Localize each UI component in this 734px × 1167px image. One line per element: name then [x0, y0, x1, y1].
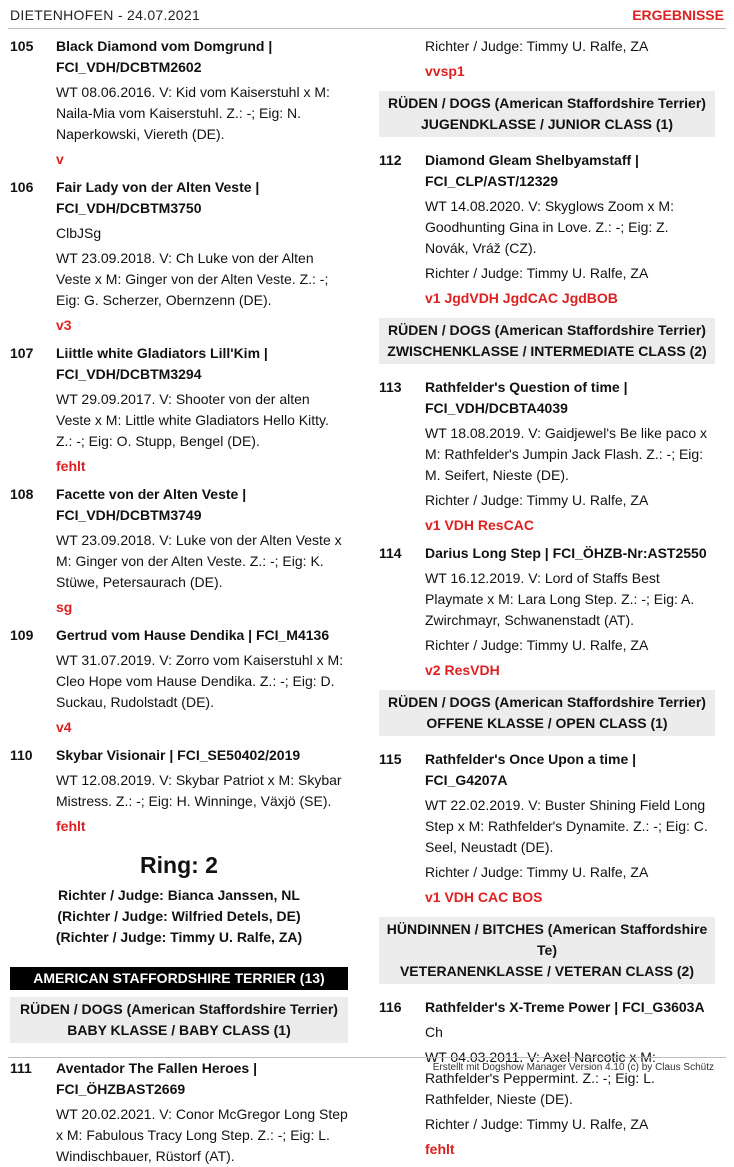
left-column	[10, 36, 348, 1167]
result: fehlt	[425, 1141, 455, 1157]
dog-info: WT 18.08.2019. V: Gaidjewel's Be like paco x M: Rathfelder's Jumpin Jack Flash. Z.: -; Eig: M. Seifert, Nieste (DE).	[425, 425, 708, 483]
dog-info: WT 22.02.2019. V: Buster Shining Field Long Step x M: Rathfelder's Dynamite. Z.: -; Eig: C. Seel, Neustadt (DE).	[425, 797, 708, 855]
results-label: ERGEBNISSE	[632, 7, 724, 23]
result: v1 VDH ResCAC	[425, 517, 534, 533]
judge-line: Richter / Judge: Timmy U. Ralfe, ZA	[425, 637, 649, 653]
judge-line: Richter / Judge: Timmy U. Ralfe, ZA	[425, 864, 649, 880]
class-heading-line1: HÜNDINNEN / BITCHES (American Staffordshire Te)	[386, 921, 708, 958]
dog-name: Gertrud vom Hause Dendika | FCI_M4136	[56, 627, 330, 643]
dog-name: Rathfelder's X-Treme Power | FCI_G3603A	[425, 999, 705, 1015]
result: fehlt	[56, 818, 86, 834]
dog-name: Fair Lady von der Alten Veste | FCI_VDH/DCBTM3750	[56, 179, 260, 216]
result: vvsp1	[425, 63, 465, 79]
dog-info: WT 23.09.2018. V: Luke von der Alten Veste x M: Ginger von der Alten Veste. Z.: -; Eig: K. Stüwe, Petersaurach (DE).	[56, 532, 342, 590]
judge-line: Richter / Judge: Timmy U. Ralfe, ZA	[425, 492, 649, 508]
class-heading-open	[379, 690, 715, 736]
dog-info: WT 14.08.2020. V: Skyglows Zoom x M: Goodhunting Gina in Love. Z.: -; Eig: Z. Novák, Vráž (CZ).	[425, 198, 674, 256]
class-heading-line2: OFFENE KLASSE / OPEN CLASS (1)	[426, 715, 668, 731]
dog-name: Facette von der Alten Veste | FCI_VDH/DCBTM3749	[56, 486, 247, 523]
class-heading-line1: RÜDEN / DOGS (American Staffordshire Terrier)	[388, 95, 706, 111]
entry-105	[10, 36, 348, 170]
entry-number: 115	[379, 751, 402, 767]
dog-info: WT 08.06.2016. V: Kid vom Kaiserstuhl x M: Naila-Mia vom Kaiserstuhl. Z.: -; Eig: N. Naperkowski, Viereth (DE).	[56, 84, 330, 142]
entry-number: 105	[10, 38, 34, 54]
ring-judge-1: Richter / Judge: Bianca Janssen, NL	[58, 887, 300, 903]
judge-line: Richter / Judge: Timmy U. Ralfe, ZA	[425, 38, 649, 54]
dog-name: Liittle white Gladiators Lill'Kim | FCI_VDH/DCBTM3294	[56, 345, 268, 382]
dog-info: WT 16.12.2019. V: Lord of Staffs Best Playmate x M: Lara Long Step. Z.: -; Eig: A. Zwirchmayr, Schwanenstadt (AT).	[425, 570, 695, 628]
ring-judges	[10, 885, 348, 948]
result: v3	[56, 317, 72, 333]
class-heading-line1: RÜDEN / DOGS (American Staffordshire Terrier)	[388, 694, 706, 710]
entry-number: 114	[379, 545, 402, 561]
dog-name: Rathfelder's Question of time | FCI_VDH/DCBTA4039	[425, 379, 628, 416]
dog-info: WT 31.07.2019. V: Zorro vom Kaiserstuhl x M: Cleo Hope vom Hause Dendika. Z.: -; Eig: D. Suckau, Rudolstadt (DE).	[56, 652, 344, 710]
entry-109	[10, 625, 348, 738]
result: fehlt	[56, 458, 86, 474]
class-heading-junior	[379, 91, 715, 137]
show-location-date: DIETENHOFEN - 24.07.2021	[10, 7, 201, 23]
dog-title: Ch	[425, 1024, 443, 1040]
dog-name: Black Diamond vom Domgrund | FCI_VDH/DCBTM2602	[56, 38, 273, 75]
dog-name: Rathfelder's Once Upon a time | FCI_G4207A	[425, 751, 637, 788]
dog-info: WT 12.08.2019. V: Skybar Patriot x M: Skybar Mistress. Z.: -; Eig: H. Winninge, Växjö (SE).	[56, 772, 342, 809]
entry-list	[10, 36, 348, 837]
dog-info: WT 20.02.2021. V: Conor McGregor Long Step x M: Fabulous Tracy Long Step. Z.: -; Eig: L. Windischbauer, Rüstorf (AT).	[56, 1106, 348, 1164]
ring-title: Ring: 2	[140, 852, 218, 878]
entry-number: 106	[10, 179, 34, 195]
breed-heading: AMERICAN STAFFORDSHIRE TERRIER (13)	[10, 967, 348, 990]
entry-115	[379, 749, 715, 908]
result: v4	[56, 719, 72, 735]
judge-line: Richter / Judge: Timmy U. Ralfe, ZA	[425, 265, 649, 281]
result: v2 ResVDH	[425, 662, 500, 678]
entry-number: 116	[379, 999, 402, 1015]
class-heading-veteran	[379, 917, 715, 984]
class-heading-baby	[10, 997, 348, 1043]
entry-number: 107	[10, 345, 34, 361]
entry-106	[10, 177, 348, 336]
entry-number: 113	[379, 379, 402, 395]
entry-112	[379, 150, 715, 309]
page-header	[8, 0, 726, 29]
class-heading-line1: RÜDEN / DOGS (American Staffordshire Terrier)	[20, 1001, 338, 1017]
entry-number: 110	[10, 747, 33, 763]
entry-114	[379, 543, 715, 681]
footer-credit: Erstellt mit Dogshow Manager Version 4.10 (c) by Claus Schütz	[432, 1062, 714, 1073]
entry-116	[379, 997, 715, 1160]
ring-judge-2: (Richter / Judge: Wilfried Detels, DE)	[57, 908, 301, 924]
class-heading-line2: VETERANENKLASSE / VETERAN CLASS (2)	[399, 963, 695, 979]
entry-number: 108	[10, 486, 34, 502]
entry-111	[10, 1058, 348, 1167]
entry-110	[10, 745, 348, 837]
entry-number: 112	[379, 152, 402, 168]
dog-name: Skybar Visionair | FCI_SE50402/2019	[56, 747, 301, 763]
entry-number: 111	[10, 1060, 32, 1076]
judge-line: Richter / Judge: Timmy U. Ralfe, ZA	[425, 1116, 649, 1132]
result: v1 VDH CAC BOS	[425, 889, 543, 905]
dog-name: Darius Long Step | FCI_ÖHZB-Nr:AST2550	[425, 545, 707, 561]
dog-info: WT 04.03.2011. V: Axel Narcotic x M: Rathfelder's Peppermint. Z.: -; Eig: L. Rathfelder, Nieste (DE).	[425, 1049, 656, 1107]
class-heading-line2: BABY KLASSE / BABY CLASS (1)	[67, 1022, 291, 1038]
footer-divider	[8, 1057, 726, 1058]
dog-name: Diamond Gleam Shelbyamstaff | FCI_CLP/AST/12329	[425, 152, 639, 189]
ring-judge-3: (Richter / Judge: Timmy U. Ralfe, ZA)	[55, 929, 303, 945]
class-heading-line2: JUGENDKLASSE / JUNIOR CLASS (1)	[420, 116, 674, 132]
result: sg	[56, 599, 73, 615]
class-heading-intermediate	[379, 318, 715, 364]
right-column	[379, 36, 715, 1160]
result: v1 JgdVDH JgdCAC JgdBOB	[425, 290, 618, 306]
entry-108	[10, 484, 348, 618]
class-heading-line1: RÜDEN / DOGS (American Staffordshire Terrier)	[388, 322, 706, 338]
dog-info: WT 29.09.2017. V: Shooter von der alten Veste x M: Little white Gladiators Hello Kitty. Z.: -; Eig: O. Stupp, Bengel (DE).	[56, 391, 329, 449]
class-heading-line2: ZWISCHENKLASSE / INTERMEDIATE CLASS (2)	[387, 343, 707, 359]
dog-name: Aventador The Fallen Heroes | FCI_ÖHZBAST2669	[56, 1060, 258, 1097]
result: v	[56, 151, 64, 167]
entry-113	[379, 377, 715, 536]
entry-number: 109	[10, 627, 34, 643]
dog-title: ClbJSg	[56, 225, 102, 241]
entry-107	[10, 343, 348, 477]
dog-info: WT 23.09.2018. V: Ch Luke von der Alten Veste x M: Ginger von der Alten Veste. Z.: -; Eig: G. Scherzer, Obernzenn (DE).	[56, 250, 329, 308]
